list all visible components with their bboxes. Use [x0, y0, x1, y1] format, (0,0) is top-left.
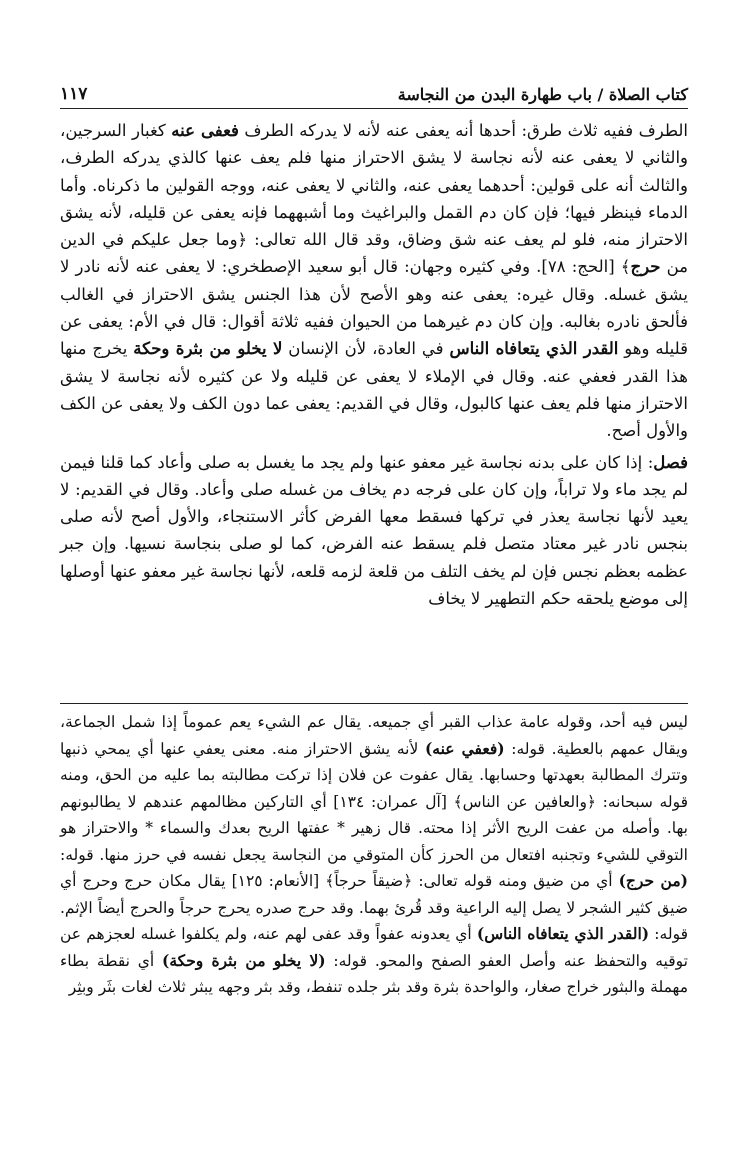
- footnote-separator: [60, 703, 688, 704]
- text-run: : إذا كان على بدنه نجاسة غير معفو عنها ولم يجد ما يغسل به صلى وأعاد كما قلنا فيمن لم يجد ماء ولا تراباً، وإن كان على فرجه دم يخاف من غسله صلى وأعاد. وقال في القديم: لا يعيد لأنها نجاسة يعذر في تركها فسقط معها الفرض كأثر الاستنجاء، والأول أصح لأنه صلى بنجس نادر غير معتاد متصل فلم يسقط عنه الفرض، كما لو صلى بنجاسة نسيها. وإن جبر عظمه بعظم نجس فإن لم يخف التلف من قلعة لزمه قلعه، لأنها نجاسة غير معفو عنها أوصلها إلى موضع يلحقه حكم التطهير لا يخاف: [60, 452, 688, 609]
- page-number: ١١٧: [60, 84, 88, 104]
- main-text: [60, 117, 688, 612]
- text-run: في العادة، لأن الإنسان: [282, 339, 450, 359]
- bold-phrase: (فعفي عنه): [424, 738, 505, 758]
- bold-phrase: حرج: [630, 257, 661, 277]
- text-run: يخرج منها هذا القدر فعفي عنه. وقال في الإملاء لا يعفى عن قليله ولا عن كثيره لأنه نجاسة لا يشق الاحتراز منها فلم يعف عنها كالبول، وقال في القديم: يعفى عما دون الكف ولا يعفى عن الكف والأول أصح.: [60, 339, 688, 441]
- bold-phrase: لا يخلو من بثرة وحكة: [133, 339, 283, 359]
- text-run: ليس فيه أحد، وقوله عامة عذاب القبر أي جميعه. يقال عم الشيء يعم عموماً إذا شمل الجماعة، ويقال عمهم بالعطية. قوله:: [60, 713, 688, 758]
- text-run: ﴾ [الحج: ٧٨]. وفي كثيره وجهان: قال أبو سعيد الإصطخري: لا يعفى عنه لأنه نادر لا يشق غسله. وقال غيره: يعفى عنه وهو الأصح لأن هذا الجنس يشق الاحتراز في الغالب فألحق نادره بغالبه. وإن كان دم غيرهما من الحيوان ففيه ثلاثة أقوال: قال في الأم: يعفى عن قليله وهو: [60, 257, 688, 359]
- bold-phrase: القدر الذي يتعافاه الناس: [449, 339, 619, 359]
- text-run: أي نقطة بطاء مهملة والبثور خراج صغار، والواحدة بثرة وقد بثر جلده تنفط، وقد بثر وجهه يبثر ثلاث لغات بثَر وبثِر: [60, 951, 688, 996]
- text-run: أي يعدونه عفواً وقد عفى لهم عنه، ولم يكلفوا غسله لعجزهم عن توقيه والتحفظ عنه وأصل العفو الصفح والمحو. قوله:: [60, 925, 688, 970]
- paragraph-blood-impurities: [60, 117, 688, 445]
- bold-phrase: (القدر الذي يتعافاه الناس): [476, 924, 650, 943]
- text-run: أي من ضيق ومنه قوله تعالى: ﴿ضيقاً حرجاً﴾ [الأنعام: ١٢٥] يقال مكان حرج وحرج أي ضيق كثير الشجر لا يصل إليه الراعية وقد قُرئ بهما. وقد حرج صدره يحرج حرجاً والحرج أيضاً الإثم. قوله:: [60, 872, 689, 943]
- chapter-title: كتاب الصلاة / باب طهارة البدن من النجاسة: [397, 85, 688, 104]
- paragraph-fasl: [60, 449, 688, 613]
- bold-phrase: فعفى عنه: [171, 121, 239, 140]
- text-run: الطرف ففيه ثلاث طرق: أحدها أنه يعفى عنه لأنه لا يدركه الطرف: [238, 121, 688, 140]
- bold-phrase: (لا يخلو من بثرة وحكة): [161, 950, 326, 970]
- footnotes: [60, 709, 688, 1001]
- bold-phrase: (من حرج): [618, 871, 688, 890]
- running-header: [60, 70, 688, 109]
- footnote-paragraph: [60, 709, 688, 1001]
- text-run: كغبار السرجين، والثاني لا يعفى عنه لأنه نجاسة لا يشق الاحتراز منها فلم يعف عنها كالذي يدركه الطرف، والثالث أنه على قولين: أحدهما يعفى عنه، والثاني لا يعفى عنه، ووجه القولين ما ذكرناه. وأما الدماء فينظر فيها؛ فإن كان دم القمل والبراغيث وما أشبههما فإنه يعفى عن قليله، لأنه يشق الاحتراز منه، فلو لم يعف عنه شق وضاق، وقد قال الله تعالى: ﴿وما جعل عليكم في الدين من: [60, 121, 688, 277]
- text-run: لأنه يشق الاحتراز منه. معنى يعفي عنها أي يمحي ذنبها وتترك المطالبة بعهدتها وحسابها. يقال عفوت عن فلان إذا تركت مطالبته بما عليه من الحق، ومنه قوله سبحانه: ﴿والعافين عن الناس﴾ [آل عمران: ١٣٤] أي التاركين مظالمهم عندهم لا يطالبونهم بها. وأصله من عفت الريح الأثر إذا محته. قال زهير * عفتها الريح بعدك والسماء * والاحتراز هو التوقي للشيء وتجنبه افتعال من الحرز كأن المتوقي من النجاسة يجعل نفسه في حرز منها. قوله:: [60, 739, 688, 864]
- bold-phrase: فصل: [653, 452, 688, 472]
